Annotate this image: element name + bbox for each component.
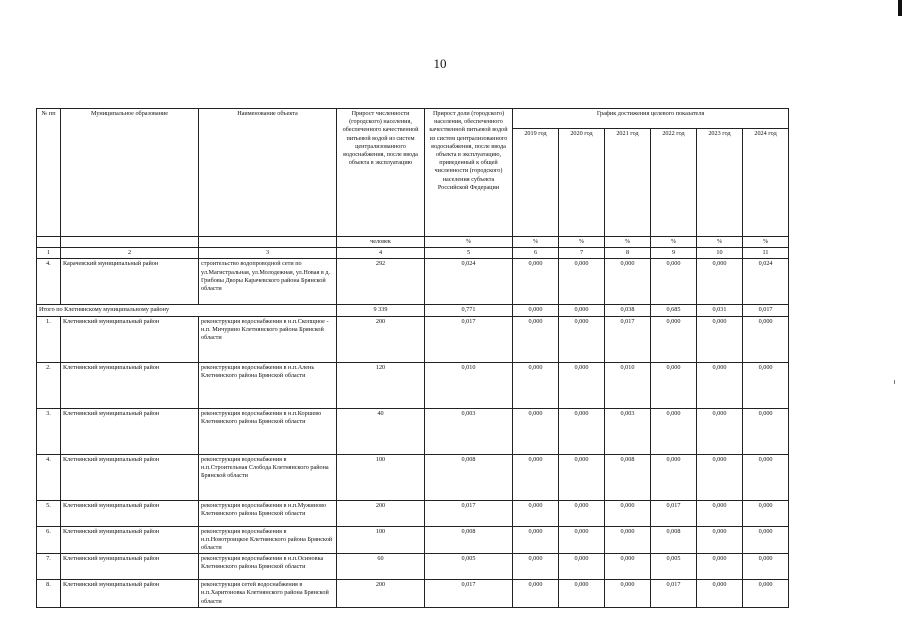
table-row (37, 408, 789, 454)
population-growth-cell: 120 (337, 362, 425, 408)
total-year-value: 0,685 (651, 305, 697, 316)
column-number-cell: 4 (337, 248, 425, 259)
row-number: 6. (37, 526, 61, 554)
year-value-cell: 0,017 (651, 500, 697, 526)
year-value-cell: 0,000 (513, 526, 559, 554)
year-value-cell: 0,000 (743, 526, 789, 554)
table-row (37, 526, 789, 554)
population-growth-cell: 100 (337, 454, 425, 500)
row-number: 3. (37, 408, 61, 454)
year-value-cell: 0,000 (605, 526, 651, 554)
year-value-cell: 0,000 (697, 259, 743, 305)
unit-cell: % (425, 237, 513, 248)
year-header: 2023 год (697, 129, 743, 237)
year-value-cell: 0,000 (559, 362, 605, 408)
share-growth-cell: 0,008 (425, 526, 513, 554)
column-number-cell: 6 (513, 248, 559, 259)
row-number: 5. (37, 500, 61, 526)
unit-cell: человек (337, 237, 425, 248)
year-value-cell: 0,000 (605, 259, 651, 305)
year-value-cell: 0,000 (743, 554, 789, 580)
share-growth-cell: 0,017 (425, 500, 513, 526)
column-numbers-row (37, 248, 789, 259)
year-value-cell: 0,000 (513, 259, 559, 305)
total-year-value: 0,000 (559, 305, 605, 316)
year-value-cell: 0,000 (513, 580, 559, 608)
year-value-cell: 0,008 (605, 454, 651, 500)
scan-dust-mark (894, 380, 895, 384)
object-name-cell: строительство водопроводной сети по ул.Магистральная, ул.Молодежная, ул.Новая в д. Грибовы Дворы Карачевского района Брянской области (199, 259, 337, 305)
year-header: 2024 год (743, 129, 789, 237)
object-name-cell: реконструкция водоснабжения в н.п.Скопщное - н.п. Мичурино Клетнянского района Брянской области (199, 316, 337, 362)
year-value-cell: 0,000 (743, 408, 789, 454)
year-value-cell: 0,000 (651, 362, 697, 408)
header-number: № пп (37, 109, 61, 237)
year-value-cell: 0,024 (743, 259, 789, 305)
year-value-cell: 0,000 (559, 580, 605, 608)
column-number-cell: 2 (61, 248, 199, 259)
year-value-cell: 0,000 (605, 500, 651, 526)
year-value-cell: 0,005 (651, 554, 697, 580)
share-growth-cell: 0,003 (425, 408, 513, 454)
year-value-cell: 0,000 (513, 454, 559, 500)
object-name-cell: реконструкция сетей водоснабжения в н.п.Харитоновка Клетнянского района Брянской области (199, 580, 337, 608)
total-year-value: 0,017 (743, 305, 789, 316)
year-value-cell: 0,000 (513, 408, 559, 454)
unit-cell: % (651, 237, 697, 248)
population-growth-cell: 200 (337, 316, 425, 362)
unit-cell: % (513, 237, 559, 248)
population-growth-cell: 292 (337, 259, 425, 305)
share-growth-cell: 0,024 (425, 259, 513, 305)
row-number: 1. (37, 316, 61, 362)
year-value-cell: 0,000 (513, 362, 559, 408)
year-value-cell: 0,000 (513, 500, 559, 526)
year-value-cell: 0,000 (559, 500, 605, 526)
year-value-cell: 0,003 (605, 408, 651, 454)
column-number-cell: 9 (651, 248, 697, 259)
total-row (37, 305, 789, 316)
year-value-cell: 0,000 (605, 554, 651, 580)
year-value-cell: 0,000 (743, 362, 789, 408)
table-row (37, 362, 789, 408)
share-growth-cell: 0,008 (425, 454, 513, 500)
share-growth-cell: 0,005 (425, 554, 513, 580)
municipality-cell: Клетнянский муниципальный район (61, 316, 199, 362)
year-value-cell: 0,000 (743, 454, 789, 500)
year-value-cell: 0,000 (697, 408, 743, 454)
row-number: 4. (37, 259, 61, 305)
municipality-cell: Клетнянский муниципальный район (61, 554, 199, 580)
table-row (37, 454, 789, 500)
year-value-cell: 0,000 (559, 554, 605, 580)
column-number-cell: 3 (199, 248, 337, 259)
population-growth-cell: 200 (337, 580, 425, 608)
object-name-cell: реконструкция водоснабжения в н.п.Мужиново Клетнянского района Брянской области (199, 500, 337, 526)
year-value-cell: 0,017 (605, 316, 651, 362)
table-row (37, 554, 789, 580)
year-value-cell: 0,000 (559, 408, 605, 454)
units-row (37, 237, 789, 248)
municipality-cell: Клетнянский муниципальный район (61, 454, 199, 500)
municipality-cell: Клетнянский муниципальный район (61, 580, 199, 608)
year-value-cell: 0,000 (559, 454, 605, 500)
year-value-cell: 0,000 (697, 454, 743, 500)
unit-cell: % (743, 237, 789, 248)
municipality-cell: Карачевский муниципальный район (61, 259, 199, 305)
year-value-cell: 0,000 (605, 580, 651, 608)
population-growth-cell: 200 (337, 500, 425, 526)
municipality-cell: Клетнянский муниципальный район (61, 500, 199, 526)
unit-cell: % (697, 237, 743, 248)
row-number: 2. (37, 362, 61, 408)
year-value-cell: 0,000 (743, 500, 789, 526)
object-name-cell: реконструкция водоснабжения в н.п.Коршево Клетнянского района Брянской области (199, 408, 337, 454)
year-value-cell: 0,000 (697, 526, 743, 554)
share-growth-cell: 0,010 (425, 362, 513, 408)
header-population-growth: Прирост численности (городского) населения, обеспеченного качественной питьевой водой из систем централизованного водоснабжения, после ввода объекта в эксплуатацию (337, 109, 425, 237)
total-year-value: 0,031 (697, 305, 743, 316)
year-value-cell: 0,017 (651, 580, 697, 608)
page-number: 10 (433, 56, 447, 71)
year-value-cell: 0,000 (697, 500, 743, 526)
total-label: Итого по Клетнянскому муниципальному району (37, 305, 337, 316)
municipality-cell: Клетнянский муниципальный район (61, 408, 199, 454)
year-value-cell: 0,000 (651, 408, 697, 454)
year-header: 2021 год (605, 129, 651, 237)
year-header: 2022 год (651, 129, 697, 237)
year-value-cell: 0,008 (651, 526, 697, 554)
year-value-cell: 0,000 (559, 316, 605, 362)
total-year-value: 0,038 (605, 305, 651, 316)
year-value-cell: 0,000 (513, 316, 559, 362)
year-value-cell: 0,000 (651, 316, 697, 362)
table-row (37, 316, 789, 362)
object-name-cell: реконструкция водоснабжения в н.п.Осиновка Клетнянского района Брянской области (199, 554, 337, 580)
column-number-cell: 11 (743, 248, 789, 259)
municipality-cell: Клетнянский муниципальный район (61, 526, 199, 554)
object-name-cell: реконструкция водоснабжения в н.п.Новотроицкое Клетнянского района Брянской области (199, 526, 337, 554)
table-row (37, 259, 789, 305)
year-value-cell: 0,000 (651, 259, 697, 305)
header-share-growth: Прирост доли (городского) населения, обеспеченного качественной питьевой водой из систем централизованного водоснабжения, после ввода объекта в эксплуатацию, приведенный к общей численности (городского) населения субъекта Российской Федерации (425, 109, 513, 237)
year-value-cell: 0,000 (697, 316, 743, 362)
total-population-growth: 9 339 (337, 305, 425, 316)
unit-cell: % (559, 237, 605, 248)
row-number: 7. (37, 554, 61, 580)
total-share-growth: 0,771 (425, 305, 513, 316)
column-number-cell: 1 (37, 248, 61, 259)
scan-edge-mark (898, 0, 902, 16)
year-value-cell: 0,010 (605, 362, 651, 408)
header-object: Наименование объекта (199, 109, 337, 237)
municipality-cell: Клетнянский муниципальный район (61, 362, 199, 408)
object-name-cell: реконструкция водоснабжения в н.п.Строительная Слобода Клетнянского района Брянской области (199, 454, 337, 500)
target-indicator-table (36, 108, 789, 608)
column-number-cell: 8 (605, 248, 651, 259)
header-schedule: График достижения целевого показателя (513, 109, 789, 129)
table-row (37, 580, 789, 608)
year-header: 2020 год (559, 129, 605, 237)
year-value-cell: 0,000 (743, 316, 789, 362)
year-header: 2019 год (513, 129, 559, 237)
share-growth-cell: 0,017 (425, 316, 513, 362)
year-value-cell: 0,000 (697, 580, 743, 608)
year-value-cell: 0,000 (513, 554, 559, 580)
year-value-cell: 0,000 (559, 526, 605, 554)
year-value-cell: 0,000 (559, 259, 605, 305)
row-number: 8. (37, 580, 61, 608)
population-growth-cell: 40 (337, 408, 425, 454)
table-body (37, 259, 789, 607)
share-growth-cell: 0,017 (425, 580, 513, 608)
unit-cell: % (605, 237, 651, 248)
population-growth-cell: 60 (337, 554, 425, 580)
object-name-cell: реконструкция водоснабжения в н.п.Алень Клетнянского района Брянской области (199, 362, 337, 408)
year-value-cell: 0,000 (697, 554, 743, 580)
year-value-cell: 0,000 (651, 454, 697, 500)
year-value-cell: 0,000 (697, 362, 743, 408)
column-number-cell: 10 (697, 248, 743, 259)
header-municipality: Муниципальное образование (61, 109, 199, 237)
population-growth-cell: 100 (337, 526, 425, 554)
column-number-cell: 7 (559, 248, 605, 259)
total-year-value: 0,000 (513, 305, 559, 316)
row-number: 4. (37, 454, 61, 500)
column-number-cell: 5 (425, 248, 513, 259)
year-value-cell: 0,000 (743, 580, 789, 608)
table-row (37, 500, 789, 526)
